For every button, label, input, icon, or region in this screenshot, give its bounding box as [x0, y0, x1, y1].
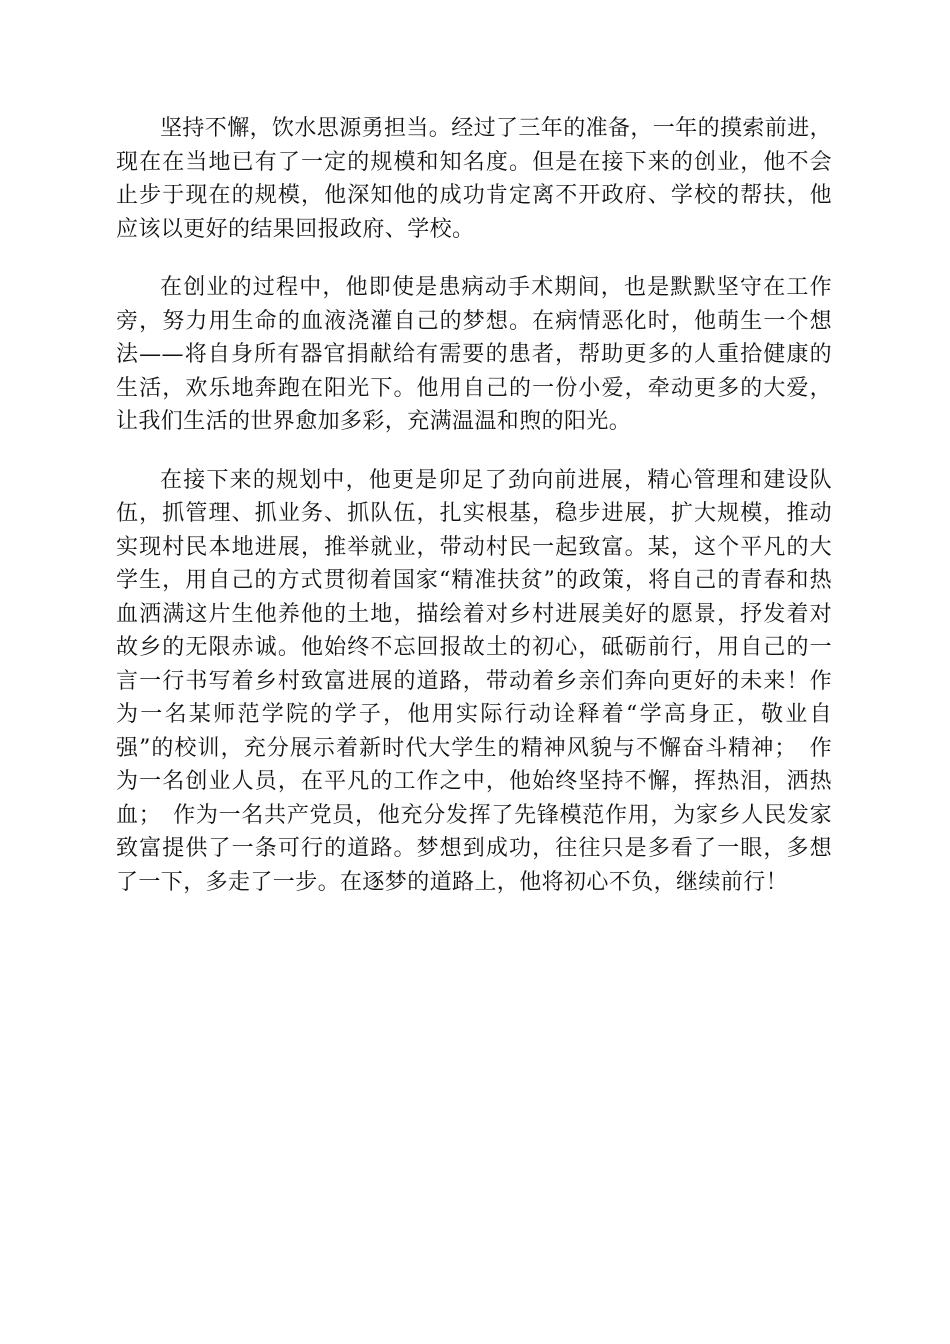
- paragraph-1: 坚持不懈，饮水思源勇担当。经过了三年的准备，一年的摸索前进，现在在当地已有了一定的规模和知名度。但是在接下来的创业，他不会止步于现在的规模，他深知他的成功肯定离不开政府、学校的帮扶，他应该以更好的结果回报政府、学校。: [116, 116, 833, 242]
- document-body: [116, 112, 832, 924]
- paragraph-2: 在创业的过程中，他即使是患病动手术期间，也是默默坚守在工作旁，努力用生命的血液浇灌自己的梦想。在病情恶化时，他萌生一个想法——将自身所有器官捐献给有需要的患者，帮助更多的人重拾健康的生活，欢乐地奔跑在阳光下。他用自己的一份小爱，牵动更多的大爱，让我们生活的世界愈加多彩，充满温温和煦的阳光。: [116, 275, 832, 434]
- paragraph-3: 在接下来的规划中，他更是卯足了劲向前进展，精心管理和建设队伍，抓管理、抓业务、抓队伍，扎实根基，稳步进展，扩大规模，推动实现村民本地进展，推举就业，带动村民一起致富。某，这个平凡的大学生，用自己的方式贯彻着国家“精准扶贫”的政策，将自己的青春和热血洒满这片生他养他的土地，描绘着对乡村进展美好的愿景，抒发着对故乡的无限赤诚。他始终不忘回报故土的初心，砥砺前行，用自己的一言一行书写着乡村致富进展的道路，带动着乡亲们奔向更好的未来！作为一名某师范学院的学子，他用实际行动诠释着“学高身正，敬业自强”的校训，充分展示着新时代大学生的精神风貌与不懈奋斗精神； 作为一名创业人员，在平凡的工作之中，他始终坚持不懈，挥热泪，洒热血； 作为一名共产党员，他充分发挥了先锋模范作用，为家乡人民发家致富提供了一条可行的道路。梦想到成功，往往只是多看了一眼，多想了一下，多走了一步。在逐梦的道路上，他将初心不负，继续前行！: [116, 467, 832, 895]
